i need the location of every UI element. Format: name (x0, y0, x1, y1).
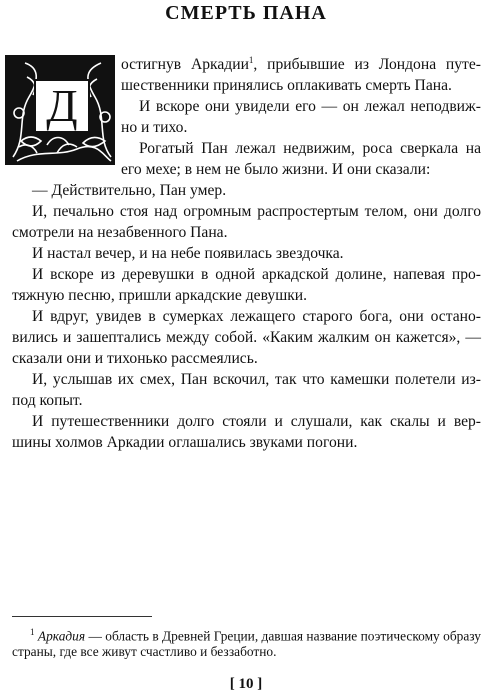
footnote-mark: 1 (30, 627, 35, 637)
text-line: — Действительно, Пан умер. (32, 182, 227, 199)
text-line: И вскоре из деревушки в одной аркадской долине, напевая про- (32, 266, 481, 283)
text-line: И, услышав их смех, Пан вскочил, так что камешки полетели из- (32, 371, 481, 388)
text-line: Рогатый Пан лежал недвижим, роса сверкала на (139, 140, 481, 157)
text-line: его мехе; в нем не было жизни. И они сказали: (121, 161, 431, 178)
text-line: под копыт. (12, 392, 83, 409)
decorative-initial (5, 55, 115, 165)
paragraph-block-main (12, 180, 481, 453)
text-line: вились и зашептались между собой. «Каким жалким он кажется», — (12, 329, 481, 346)
text-line: остигнув Аркадии$^1$, прибывшие из Лондона путе- (121, 54, 481, 73)
footnote-divider (12, 616, 152, 617)
drop-cap-letter: Д (34, 79, 90, 133)
text-line: но и тихо. (121, 119, 188, 136)
text-line: И настал вечер, и на небе появилась звездочка. (32, 245, 344, 262)
page-number: [ 10 ] (229, 676, 263, 692)
paragraph-block-top (121, 54, 481, 180)
text-line: И, печально стоя над огромным распростертым телом, они долго (32, 203, 481, 220)
text-line: шественники принялись оплакивать смерть Пана. (121, 77, 452, 94)
footnote-ref: 1 (248, 54, 254, 65)
text-line: И вдруг, увидев в сумерках лежащего старого бога, они остано- (32, 308, 481, 325)
text-line: тяжную песню, пришли аркадские девушки. (12, 287, 308, 304)
footnote-line: $^1$ Аркадия — область в Древней Греции, давшая название поэтическому образу (30, 627, 481, 644)
footnote (12, 623, 481, 661)
text-line: сказали они и тихонько рассмеялись. (12, 350, 258, 367)
text-line: И путешественники долго стояли и слушали, как скалы и вер- (32, 413, 481, 430)
chapter-title: СМЕРТЬ ПАНА (165, 2, 327, 24)
footnote-line: страны, где все живут счастливо и беззаботно. (12, 644, 277, 659)
footnote-term: Аркадия (37, 628, 86, 644)
text-line: смотрели на незабвенного Пана. (12, 224, 228, 241)
text-line: шины холмов Аркадии оглашались звуками погони. (12, 434, 358, 451)
text-line: И вскоре они увидели его — он лежал неподвиж- (139, 98, 481, 115)
